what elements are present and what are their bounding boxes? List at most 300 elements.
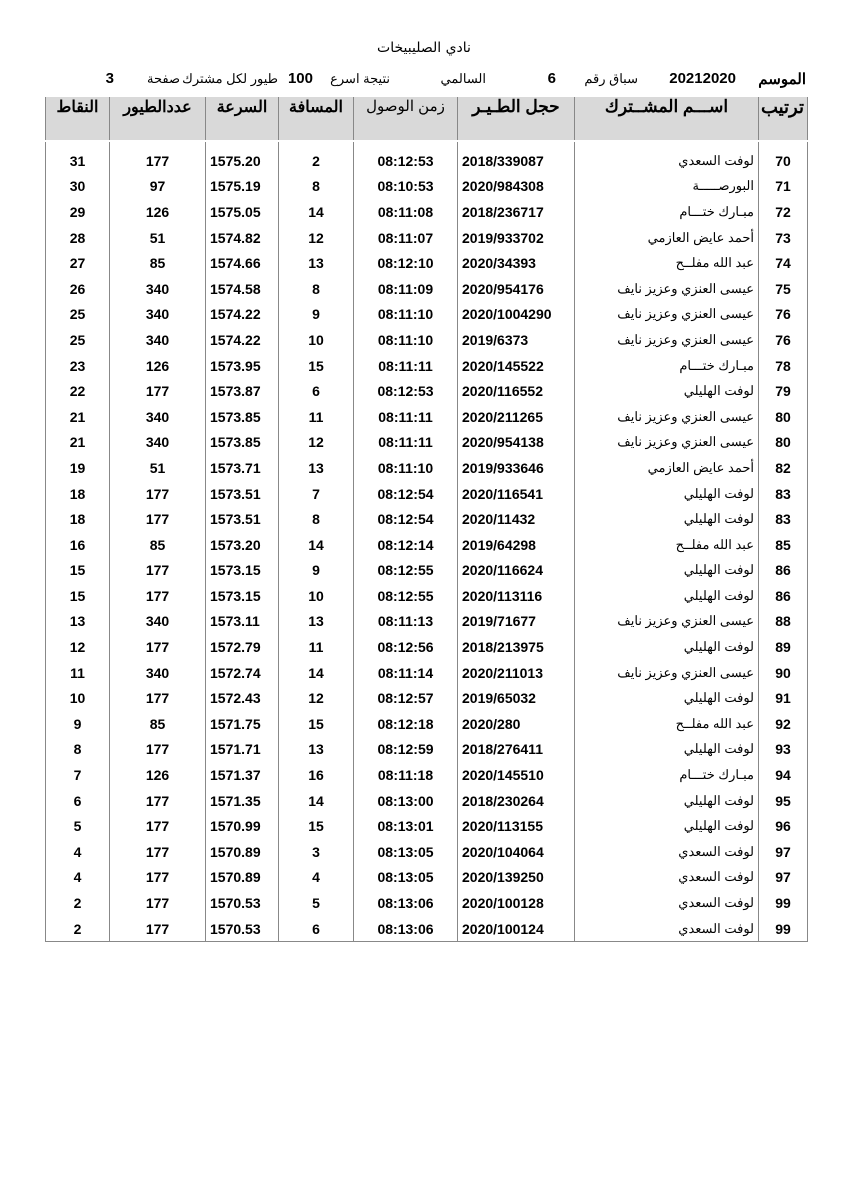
cell-name: لوفت الهليلي (575, 583, 759, 609)
table-row (46, 302, 808, 328)
race-value: 6 (547, 70, 556, 87)
table-row (46, 141, 808, 174)
cell-speed: 1570.89 (206, 839, 279, 865)
cell-ring: 2020/34393 (458, 250, 575, 276)
page-value: 3 (105, 70, 114, 87)
cell-speed: 1573.87 (206, 378, 279, 404)
cell-speed: 1573.11 (206, 609, 279, 635)
cell-ring: 2020/116541 (458, 481, 575, 507)
cell-name: أحمد عايض العازمي (575, 455, 759, 481)
cell-points: 15 (46, 583, 110, 609)
table-row (46, 634, 808, 660)
cell-birds: 177 (110, 481, 206, 507)
col-header-time: زمن الوصول (354, 97, 458, 141)
cell-rank: 76 (759, 327, 808, 353)
cell-name: مبـارك ختـــام (575, 353, 759, 379)
cell-speed: 1575.19 (206, 174, 279, 200)
cell-distance: 4 (279, 865, 354, 891)
cell-name: لوفت السعدي (575, 890, 759, 916)
cell-rank: 93 (759, 737, 808, 763)
cell-ring: 2019/71677 (458, 609, 575, 635)
cell-points: 7 (46, 762, 110, 788)
cell-rank: 78 (759, 353, 808, 379)
cell-time: 08:12:55 (354, 558, 458, 584)
table-row (46, 813, 808, 839)
cell-points: 4 (46, 839, 110, 865)
cell-name: لوفت الهليلي (575, 813, 759, 839)
cell-birds: 126 (110, 353, 206, 379)
table-row (46, 711, 808, 737)
cell-speed: 1571.37 (206, 762, 279, 788)
cell-time: 08:12:57 (354, 685, 458, 711)
cell-ring: 2020/211265 (458, 404, 575, 430)
table-row (46, 199, 808, 225)
cell-speed: 1574.82 (206, 225, 279, 251)
cell-ring: 2020/145522 (458, 353, 575, 379)
col-header-points: النقاط (46, 97, 110, 141)
cell-points: 4 (46, 865, 110, 891)
cell-birds: 177 (110, 583, 206, 609)
cell-speed: 1575.20 (206, 141, 279, 174)
table-row (46, 404, 808, 430)
cell-points: 18 (46, 481, 110, 507)
cell-time: 08:12:10 (354, 250, 458, 276)
cell-rank: 76 (759, 302, 808, 328)
cell-distance: 5 (279, 890, 354, 916)
cell-birds: 340 (110, 430, 206, 456)
cell-name: لوفت السعدي (575, 865, 759, 891)
cell-distance: 11 (279, 634, 354, 660)
cell-distance: 16 (279, 762, 354, 788)
cell-speed: 1570.53 (206, 890, 279, 916)
cell-ring: 2018/213975 (458, 634, 575, 660)
cell-name: لوفت الهليلي (575, 481, 759, 507)
cell-ring: 2020/116624 (458, 558, 575, 584)
table-row (46, 558, 808, 584)
cell-distance: 8 (279, 276, 354, 302)
cell-speed: 1573.71 (206, 455, 279, 481)
cell-distance: 10 (279, 327, 354, 353)
cell-birds: 177 (110, 839, 206, 865)
cell-name: لوفت الهليلي (575, 685, 759, 711)
cell-points: 23 (46, 353, 110, 379)
cell-birds: 340 (110, 609, 206, 635)
cell-time: 08:13:05 (354, 865, 458, 891)
cell-ring: 2019/6373 (458, 327, 575, 353)
cell-ring: 2020/954176 (458, 276, 575, 302)
cell-rank: 95 (759, 788, 808, 814)
cell-distance: 6 (279, 378, 354, 404)
cell-time: 08:11:10 (354, 302, 458, 328)
cell-name: عيسى العنزي وعزيز نايف (575, 327, 759, 353)
cell-time: 08:11:10 (354, 327, 458, 353)
season-label: الموسم (758, 71, 806, 88)
cell-rank: 80 (759, 404, 808, 430)
cell-distance: 8 (279, 174, 354, 200)
cell-speed: 1572.43 (206, 685, 279, 711)
cell-speed: 1574.22 (206, 302, 279, 328)
cell-time: 08:11:11 (354, 353, 458, 379)
cell-ring: 2020/984308 (458, 174, 575, 200)
table-row (46, 609, 808, 635)
cell-distance: 9 (279, 558, 354, 584)
cell-ring: 2018/276411 (458, 737, 575, 763)
cell-speed: 1571.75 (206, 711, 279, 737)
cell-time: 08:11:14 (354, 660, 458, 686)
cell-name: مبـارك ختـــام (575, 762, 759, 788)
table-row (46, 660, 808, 686)
cell-birds: 177 (110, 506, 206, 532)
cell-time: 08:12:53 (354, 378, 458, 404)
cell-birds: 177 (110, 141, 206, 174)
cell-distance: 13 (279, 250, 354, 276)
race-results-table (45, 97, 808, 942)
table-row (46, 685, 808, 711)
cell-ring: 2020/113155 (458, 813, 575, 839)
cell-time: 08:12:54 (354, 506, 458, 532)
cell-rank: 90 (759, 660, 808, 686)
table-row (46, 327, 808, 353)
cell-time: 08:13:01 (354, 813, 458, 839)
cell-name: لوفت الهليلي (575, 634, 759, 660)
cell-name: لوفت الهليلي (575, 378, 759, 404)
cell-time: 08:13:00 (354, 788, 458, 814)
cell-name: عيسى العنزي وعزيز نايف (575, 609, 759, 635)
fastest-value: 100 (287, 70, 313, 87)
cell-birds: 177 (110, 916, 206, 942)
cell-rank: 79 (759, 378, 808, 404)
cell-name: عيسى العنزي وعزيز نايف (575, 302, 759, 328)
table-row (46, 276, 808, 302)
cell-rank: 71 (759, 174, 808, 200)
cell-name: عبد الله مفلــح (575, 250, 759, 276)
cell-distance: 12 (279, 225, 354, 251)
cell-name: لوفت الهليلي (575, 788, 759, 814)
cell-points: 25 (46, 302, 110, 328)
cell-points: 15 (46, 558, 110, 584)
cell-ring: 2020/280 (458, 711, 575, 737)
cell-birds: 177 (110, 788, 206, 814)
table-row (46, 762, 808, 788)
table-row (46, 788, 808, 814)
cell-birds: 51 (110, 455, 206, 481)
cell-name: لوفت السعدي (575, 141, 759, 174)
cell-points: 11 (46, 660, 110, 686)
cell-points: 9 (46, 711, 110, 737)
cell-rank: 86 (759, 583, 808, 609)
col-header-ring: حجل الطـيـر (458, 97, 575, 141)
cell-rank: 83 (759, 481, 808, 507)
cell-ring: 2020/145510 (458, 762, 575, 788)
cell-points: 21 (46, 404, 110, 430)
cell-ring: 2020/100124 (458, 916, 575, 942)
cell-speed: 1572.74 (206, 660, 279, 686)
table-row (46, 455, 808, 481)
cell-rank: 96 (759, 813, 808, 839)
cell-speed: 1573.95 (206, 353, 279, 379)
cell-points: 26 (46, 276, 110, 302)
cell-ring: 2020/1004290 (458, 302, 575, 328)
cell-birds: 126 (110, 199, 206, 225)
cell-rank: 97 (759, 865, 808, 891)
table-row (46, 250, 808, 276)
cell-ring: 2019/933702 (458, 225, 575, 251)
cell-name: عبد الله مفلــح (575, 532, 759, 558)
cell-name: عبد الله مفلــح (575, 711, 759, 737)
cell-speed: 1570.89 (206, 865, 279, 891)
cell-distance: 9 (279, 302, 354, 328)
cell-birds: 177 (110, 890, 206, 916)
cell-time: 08:12:59 (354, 737, 458, 763)
cell-rank: 73 (759, 225, 808, 251)
cell-name: لوفت السعدي (575, 839, 759, 865)
cell-ring: 2018/339087 (458, 141, 575, 174)
cell-distance: 12 (279, 430, 354, 456)
cell-points: 27 (46, 250, 110, 276)
col-header-birds: عددالطيور (110, 97, 206, 141)
cell-time: 08:12:14 (354, 532, 458, 558)
cell-speed: 1573.85 (206, 404, 279, 430)
cell-name: عيسى العنزي وعزيز نايف (575, 430, 759, 456)
cell-rank: 83 (759, 506, 808, 532)
cell-name: لوفت السعدي (575, 916, 759, 942)
cell-birds: 177 (110, 634, 206, 660)
cell-rank: 74 (759, 250, 808, 276)
cell-name: لوفت الهليلي (575, 506, 759, 532)
cell-birds: 340 (110, 276, 206, 302)
cell-speed: 1573.85 (206, 430, 279, 456)
cell-distance: 10 (279, 583, 354, 609)
col-header-rank: ترتيب (759, 97, 808, 141)
cell-time: 08:11:09 (354, 276, 458, 302)
cell-points: 25 (46, 327, 110, 353)
table-row (46, 481, 808, 507)
cell-points: 2 (46, 890, 110, 916)
cell-speed: 1570.53 (206, 916, 279, 942)
cell-speed: 1573.20 (206, 532, 279, 558)
cell-birds: 177 (110, 685, 206, 711)
cell-ring: 2020/100128 (458, 890, 575, 916)
table-row (46, 890, 808, 916)
race-info-bar (50, 70, 806, 90)
cell-time: 08:11:18 (354, 762, 458, 788)
location: السالمي (440, 71, 486, 86)
cell-speed: 1574.66 (206, 250, 279, 276)
table-row (46, 430, 808, 456)
cell-birds: 126 (110, 762, 206, 788)
col-header-name: اســـم المشــترك (575, 97, 759, 141)
cell-time: 08:13:06 (354, 916, 458, 942)
cell-birds: 340 (110, 404, 206, 430)
table-row (46, 583, 808, 609)
cell-rank: 86 (759, 558, 808, 584)
cell-distance: 12 (279, 685, 354, 711)
cell-ring: 2020/954138 (458, 430, 575, 456)
cell-rank: 99 (759, 916, 808, 942)
cell-distance: 14 (279, 532, 354, 558)
table-row (46, 737, 808, 763)
cell-name: عيسى العنزي وعزيز نايف (575, 660, 759, 686)
table-header-row (46, 97, 808, 141)
cell-distance: 6 (279, 916, 354, 942)
cell-ring: 2020/139250 (458, 865, 575, 891)
cell-rank: 94 (759, 762, 808, 788)
cell-distance: 13 (279, 609, 354, 635)
cell-name: عيسى العنزي وعزيز نايف (575, 276, 759, 302)
cell-speed: 1573.51 (206, 506, 279, 532)
cell-time: 08:11:11 (354, 404, 458, 430)
cell-points: 16 (46, 532, 110, 558)
cell-points: 30 (46, 174, 110, 200)
cell-name: مبـارك ختـــام (575, 199, 759, 225)
cell-ring: 2020/211013 (458, 660, 575, 686)
cell-rank: 85 (759, 532, 808, 558)
cell-distance: 13 (279, 737, 354, 763)
table-row (46, 353, 808, 379)
page-title: نادي الصليبيخات (377, 40, 471, 56)
cell-speed: 1572.79 (206, 634, 279, 660)
cell-rank: 80 (759, 430, 808, 456)
race-label: سباق رقم (584, 71, 638, 86)
cell-distance: 2 (279, 141, 354, 174)
cell-birds: 177 (110, 813, 206, 839)
table-row (46, 865, 808, 891)
cell-rank: 75 (759, 276, 808, 302)
cell-time: 08:12:18 (354, 711, 458, 737)
season-value: 20212020 (669, 70, 736, 87)
cell-points: 5 (46, 813, 110, 839)
cell-distance: 15 (279, 711, 354, 737)
cell-ring: 2020/113116 (458, 583, 575, 609)
cell-speed: 1570.99 (206, 813, 279, 839)
table-row (46, 378, 808, 404)
cell-ring: 2019/65032 (458, 685, 575, 711)
cell-rank: 70 (759, 141, 808, 174)
cell-speed: 1573.51 (206, 481, 279, 507)
cell-time: 08:11:08 (354, 199, 458, 225)
cell-distance: 13 (279, 455, 354, 481)
page-label: صفحة (147, 71, 180, 86)
cell-speed: 1573.15 (206, 583, 279, 609)
col-header-distance: المسافة (279, 97, 354, 141)
cell-rank: 82 (759, 455, 808, 481)
cell-rank: 92 (759, 711, 808, 737)
cell-ring: 2018/230264 (458, 788, 575, 814)
cell-ring: 2020/116552 (458, 378, 575, 404)
cell-speed: 1571.71 (206, 737, 279, 763)
cell-time: 08:13:06 (354, 890, 458, 916)
cell-rank: 97 (759, 839, 808, 865)
cell-distance: 14 (279, 199, 354, 225)
cell-points: 22 (46, 378, 110, 404)
cell-birds: 177 (110, 865, 206, 891)
table-row (46, 506, 808, 532)
table-row (46, 839, 808, 865)
cell-time: 08:13:05 (354, 839, 458, 865)
cell-name: لوفت الهليلي (575, 737, 759, 763)
cell-time: 08:10:53 (354, 174, 458, 200)
table-row (46, 174, 808, 200)
cell-ring: 2019/64298 (458, 532, 575, 558)
cell-name: لوفت الهليلي (575, 558, 759, 584)
cell-speed: 1573.15 (206, 558, 279, 584)
cell-birds: 340 (110, 302, 206, 328)
cell-time: 08:11:10 (354, 455, 458, 481)
cell-points: 13 (46, 609, 110, 635)
col-header-speed: السرعة (206, 97, 279, 141)
cell-points: 10 (46, 685, 110, 711)
cell-time: 08:11:11 (354, 430, 458, 456)
cell-points: 18 (46, 506, 110, 532)
cell-points: 2 (46, 916, 110, 942)
cell-birds: 340 (110, 660, 206, 686)
cell-points: 6 (46, 788, 110, 814)
cell-points: 21 (46, 430, 110, 456)
cell-ring: 2018/236717 (458, 199, 575, 225)
cell-time: 08:11:07 (354, 225, 458, 251)
cell-ring: 2019/933646 (458, 455, 575, 481)
cell-distance: 14 (279, 660, 354, 686)
cell-distance: 11 (279, 404, 354, 430)
cell-speed: 1574.22 (206, 327, 279, 353)
cell-birds: 85 (110, 250, 206, 276)
cell-birds: 340 (110, 327, 206, 353)
cell-rank: 99 (759, 890, 808, 916)
cell-time: 08:12:53 (354, 141, 458, 174)
cell-points: 29 (46, 199, 110, 225)
cell-points: 28 (46, 225, 110, 251)
cell-points: 12 (46, 634, 110, 660)
cell-rank: 72 (759, 199, 808, 225)
cell-ring: 2020/104064 (458, 839, 575, 865)
cell-time: 08:12:54 (354, 481, 458, 507)
cell-distance: 3 (279, 839, 354, 865)
cell-distance: 15 (279, 813, 354, 839)
cell-distance: 7 (279, 481, 354, 507)
table-row (46, 225, 808, 251)
cell-birds: 177 (110, 378, 206, 404)
cell-ring: 2020/11432 (458, 506, 575, 532)
cell-name: عيسى العنزي وعزيز نايف (575, 404, 759, 430)
fastest-label: نتيجة اسرع (330, 71, 390, 86)
cell-speed: 1574.58 (206, 276, 279, 302)
cell-time: 08:12:56 (354, 634, 458, 660)
cell-points: 8 (46, 737, 110, 763)
table-row (46, 916, 808, 942)
cell-birds: 85 (110, 711, 206, 737)
cell-rank: 89 (759, 634, 808, 660)
cell-rank: 91 (759, 685, 808, 711)
cell-birds: 177 (110, 558, 206, 584)
cell-distance: 14 (279, 788, 354, 814)
cell-points: 31 (46, 141, 110, 174)
cell-birds: 97 (110, 174, 206, 200)
per-member-label: طيور لكل مشترك (182, 71, 278, 86)
cell-birds: 51 (110, 225, 206, 251)
cell-distance: 15 (279, 353, 354, 379)
table-row (46, 532, 808, 558)
cell-birds: 177 (110, 737, 206, 763)
cell-time: 08:12:55 (354, 583, 458, 609)
cell-birds: 85 (110, 532, 206, 558)
cell-speed: 1571.35 (206, 788, 279, 814)
cell-name: البورصـــــة (575, 174, 759, 200)
cell-name: أحمد عايض العازمي (575, 225, 759, 251)
cell-time: 08:11:13 (354, 609, 458, 635)
cell-speed: 1575.05 (206, 199, 279, 225)
cell-distance: 8 (279, 506, 354, 532)
cell-rank: 88 (759, 609, 808, 635)
